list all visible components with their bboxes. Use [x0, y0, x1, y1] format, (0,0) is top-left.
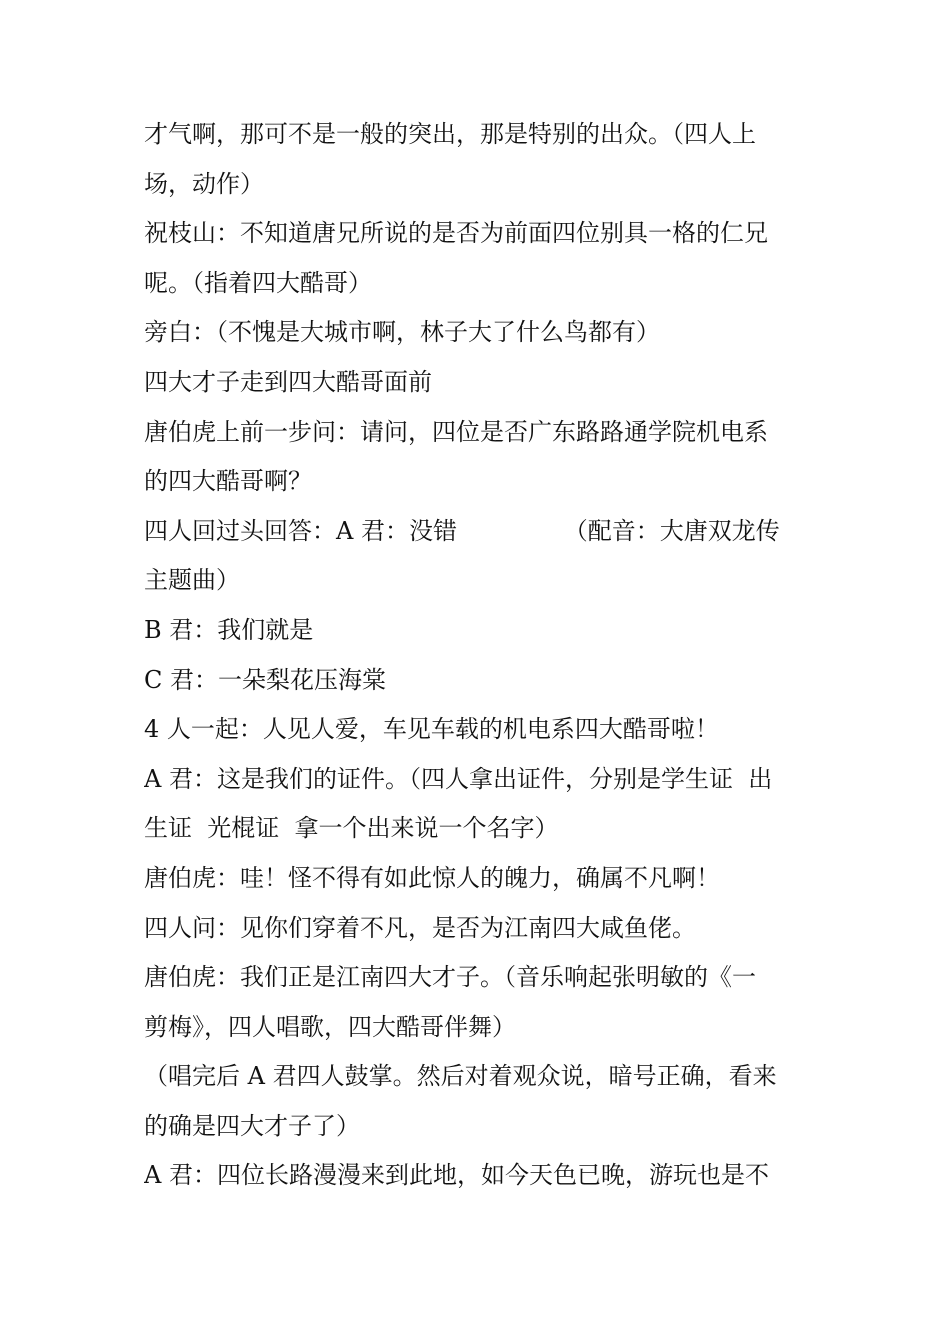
text-line: 祝枝山：不知道唐兄所说的是否为前面四位别具一格的仁兄 [144, 219, 768, 248]
text-line: （唱完后 A 君四人鼓掌。然后对着观众说，暗号正确，看来 [144, 1062, 777, 1091]
text-line: 四人回过头回答：A 君：没错 （配音：大唐双龙传 [144, 516, 780, 545]
text-line: 唐伯虎上前一步问：请问，四位是否广东路路通学院机电系 [144, 417, 768, 446]
text-line: 唐伯虎：我们正是江南四大才子。（音乐响起张明敏的《一 [144, 963, 756, 992]
text-line: 的四大酷哥啊？ [144, 467, 312, 496]
text-line: 的确是四大才子了） [144, 1111, 360, 1140]
text-line: 生证 光棍证 拿一个出来说一个名字） [144, 814, 559, 843]
text-line: 四大才子走到四大酷哥面前 [144, 367, 432, 396]
text-line: B 君：我们就是 [144, 615, 314, 644]
text-line: A 君：四位长路漫漫来到此地，如今天色已晚，游玩也是不 [144, 1161, 769, 1190]
text-line: C 君：一朵梨花压海棠 [144, 665, 386, 694]
text-line: 唐伯虎：哇！怪不得有如此惊人的魄力，确属不凡啊！ [144, 863, 720, 892]
text-line: 四人问：见你们穿着不凡，是否为江南四大咸鱼佬。 [144, 913, 696, 942]
text-line: 呢。（指着四大酷哥） [144, 268, 372, 297]
text-line: A 君：这是我们的证件。（四人拿出证件，分别是学生证 出 [144, 764, 773, 793]
text-line: 主题曲） [144, 566, 240, 595]
text-line: 4 人一起：人见人爱，车见车载的机电系四大酷哥啦！ [144, 715, 719, 744]
document-body [144, 110, 814, 1201]
text-line: 场，动作） [144, 169, 264, 198]
text-line: 旁白：（不愧是大城市啊，林子大了什么鸟都有） [144, 318, 660, 347]
text-line: 才气啊，那可不是一般的突出，那是特别的出众。（四人上 [144, 120, 756, 148]
text-line: 剪梅》，四人唱歌，四大酷哥伴舞） [144, 1012, 516, 1041]
